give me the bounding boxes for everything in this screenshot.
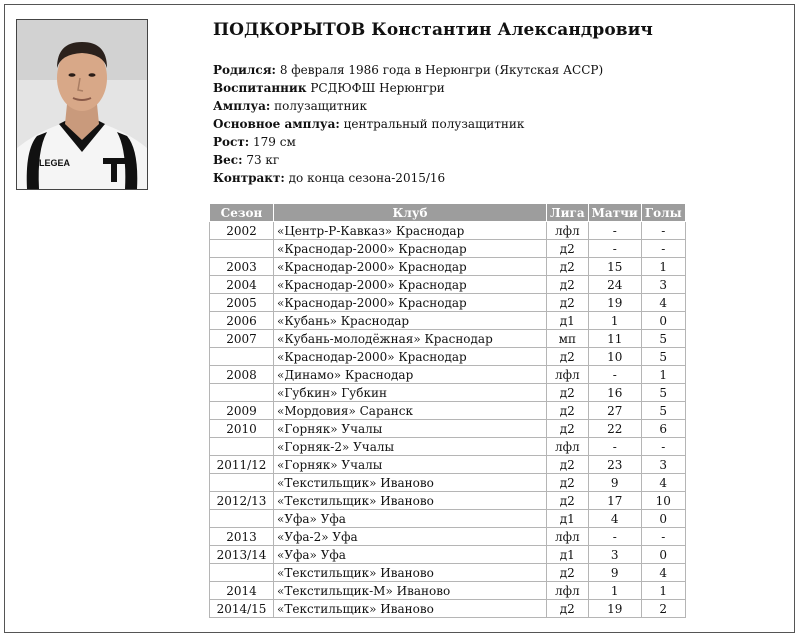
detail-contract [213,169,603,187]
player-photo [16,19,148,190]
cell-league: лфл [547,366,589,384]
cell-club: «Губкин» Губкин [274,384,547,402]
cell-goals: - [641,528,685,546]
table-row [210,420,686,438]
table-row [210,258,686,276]
cell-goals: 4 [641,564,685,582]
cell-matches: 23 [588,456,641,474]
table-row [210,456,686,474]
cell-league: лфл [547,438,589,456]
cell-matches: 9 [588,474,641,492]
cell-goals: 3 [641,276,685,294]
cell-matches: 15 [588,258,641,276]
cell-season: 2014 [210,582,274,600]
cell-goals: 1 [641,366,685,384]
cell-season: 2012/13 [210,492,274,510]
cell-goals: 4 [641,294,685,312]
cell-season: 2005 [210,294,274,312]
cell-season: 2002 [210,222,274,240]
cell-club: «Краснодар-2000» Краснодар [274,294,547,312]
detail-label: Контракт: [213,171,285,185]
cell-season [210,240,274,258]
cell-matches: 24 [588,276,641,294]
cell-matches: 4 [588,510,641,528]
cell-club: «Текстильщик» Иваново [274,600,547,618]
cell-league: мп [547,330,589,348]
detail-label: Амплуа: [213,99,271,113]
cell-goals: 4 [641,474,685,492]
cell-matches: 22 [588,420,641,438]
cell-season [210,438,274,456]
player-name: ПОДКОРЫТОВ Константин Александрович [213,20,653,40]
cell-goals: - [641,240,685,258]
cell-league: д1 [547,510,589,528]
table-row [210,564,686,582]
player-photo-image [17,20,147,189]
table-row [210,384,686,402]
cell-matches: - [588,222,641,240]
cell-matches: 19 [588,600,641,618]
detail-label: Воспитанник [213,81,307,95]
detail-value: 73 кг [246,153,280,167]
sponsor-logo-text: LEGEA [39,158,71,168]
cell-goals: 3 [641,456,685,474]
cell-matches: 9 [588,564,641,582]
cell-league: лфл [547,528,589,546]
cell-goals: 6 [641,420,685,438]
detail-label: Вес: [213,153,243,167]
detail-value: РСДЮФШ Нерюнгри [310,81,445,95]
cell-league: д2 [547,420,589,438]
cell-league: д2 [547,402,589,420]
cell-goals: 1 [641,258,685,276]
cell-league: д2 [547,600,589,618]
cell-season: 2006 [210,312,274,330]
detail-label: Рост: [213,135,250,149]
detail-weight [213,151,603,169]
detail-birth [213,61,603,79]
header-club: Клуб [274,204,547,222]
detail-value: 179 см [253,135,296,149]
cell-league: д2 [547,564,589,582]
detail-value: центральный полузащитник [343,117,525,131]
table-row [210,330,686,348]
cell-league: д2 [547,474,589,492]
cell-matches: 19 [588,294,641,312]
cell-goals: 5 [641,402,685,420]
cell-league: д2 [547,276,589,294]
cell-league: д2 [547,240,589,258]
table-row [210,438,686,456]
cell-season [210,474,274,492]
cell-club: «Текстильщик» Иваново [274,492,547,510]
cell-club: «Текстильщик-М» Иваново [274,582,547,600]
table-row [210,492,686,510]
cell-season: 2011/12 [210,456,274,474]
career-table [209,203,686,618]
cell-club: «Горняк» Учалы [274,420,547,438]
cell-season [210,564,274,582]
player-details [213,61,603,187]
table-row [210,348,686,366]
cell-goals: 0 [641,546,685,564]
cell-league: д2 [547,294,589,312]
cell-season [210,348,274,366]
detail-main-role [213,115,603,133]
detail-label: Основное амплуа: [213,117,340,131]
cell-league: лфл [547,222,589,240]
career-table-header [210,204,686,222]
table-row [210,312,686,330]
cell-matches: 1 [588,312,641,330]
table-row [210,276,686,294]
cell-season: 2009 [210,402,274,420]
cell-club: «Горняк» Учалы [274,456,547,474]
header-goals: Голы [641,204,685,222]
detail-value: до конца сезона-2015/16 [288,171,446,185]
cell-club: «Краснодар-2000» Краснодар [274,258,547,276]
cell-league: д2 [547,348,589,366]
table-row [210,240,686,258]
table-row [210,600,686,618]
cell-goals: 5 [641,384,685,402]
cell-club: «Динамо» Краснодар [274,366,547,384]
cell-club: «Центр-Р-Кавказ» Краснодар [274,222,547,240]
cell-league: д2 [547,384,589,402]
cell-goals: 0 [641,510,685,528]
detail-role [213,97,603,115]
cell-club: «Краснодар-2000» Краснодар [274,240,547,258]
cell-matches: - [588,240,641,258]
cell-club: «Кубань» Краснодар [274,312,547,330]
table-row [210,294,686,312]
detail-height [213,133,603,151]
cell-goals: - [641,438,685,456]
cell-goals: 2 [641,600,685,618]
cell-league: лфл [547,582,589,600]
cell-matches: 3 [588,546,641,564]
cell-club: «Краснодар-2000» Краснодар [274,276,547,294]
cell-matches: - [588,438,641,456]
cell-goals: 5 [641,348,685,366]
cell-matches: 17 [588,492,641,510]
table-row [210,582,686,600]
cell-league: д2 [547,258,589,276]
cell-matches: 27 [588,402,641,420]
cell-season [210,510,274,528]
cell-league: д1 [547,312,589,330]
cell-club: «Уфа-2» Уфа [274,528,547,546]
cell-season: 2010 [210,420,274,438]
table-row [210,546,686,564]
detail-value: полузащитник [274,99,368,113]
cell-season: 2013 [210,528,274,546]
cell-league: д2 [547,492,589,510]
table-row [210,222,686,240]
cell-matches: 11 [588,330,641,348]
cell-club: «Текстильщик» Иваново [274,564,547,582]
cell-matches: 16 [588,384,641,402]
cell-matches: 10 [588,348,641,366]
cell-matches: 1 [588,582,641,600]
cell-season: 2014/15 [210,600,274,618]
cell-season [210,384,274,402]
cell-club: «Кубань-молодёжная» Краснодар [274,330,547,348]
header-league: Лига [547,204,589,222]
cell-goals: 5 [641,330,685,348]
detail-value: 8 февраля 1986 года в Нерюнгри (Якутская АССР) [279,63,604,77]
cell-season: 2013/14 [210,546,274,564]
table-row [210,510,686,528]
cell-matches: - [588,528,641,546]
table-row [210,402,686,420]
cell-club: «Краснодар-2000» Краснодар [274,348,547,366]
cell-goals: - [641,222,685,240]
career-table-body [210,222,686,618]
cell-goals: 10 [641,492,685,510]
cell-season: 2007 [210,330,274,348]
cell-league: д2 [547,456,589,474]
cell-season: 2008 [210,366,274,384]
detail-label: Родился: [213,63,276,77]
cell-goals: 1 [641,582,685,600]
cell-season: 2004 [210,276,274,294]
cell-club: «Текстильщик» Иваново [274,474,547,492]
header-season: Сезон [210,204,274,222]
detail-academy [213,79,603,97]
table-row [210,366,686,384]
cell-club: «Мордовия» Саранск [274,402,547,420]
header-matches: Матчи [588,204,641,222]
cell-goals: 0 [641,312,685,330]
cell-club: «Уфа» Уфа [274,546,547,564]
cell-club: «Уфа» Уфа [274,510,547,528]
table-row [210,528,686,546]
cell-matches: - [588,366,641,384]
cell-league: д1 [547,546,589,564]
cell-club: «Горняк-2» Учалы [274,438,547,456]
table-row [210,474,686,492]
cell-season: 2003 [210,258,274,276]
